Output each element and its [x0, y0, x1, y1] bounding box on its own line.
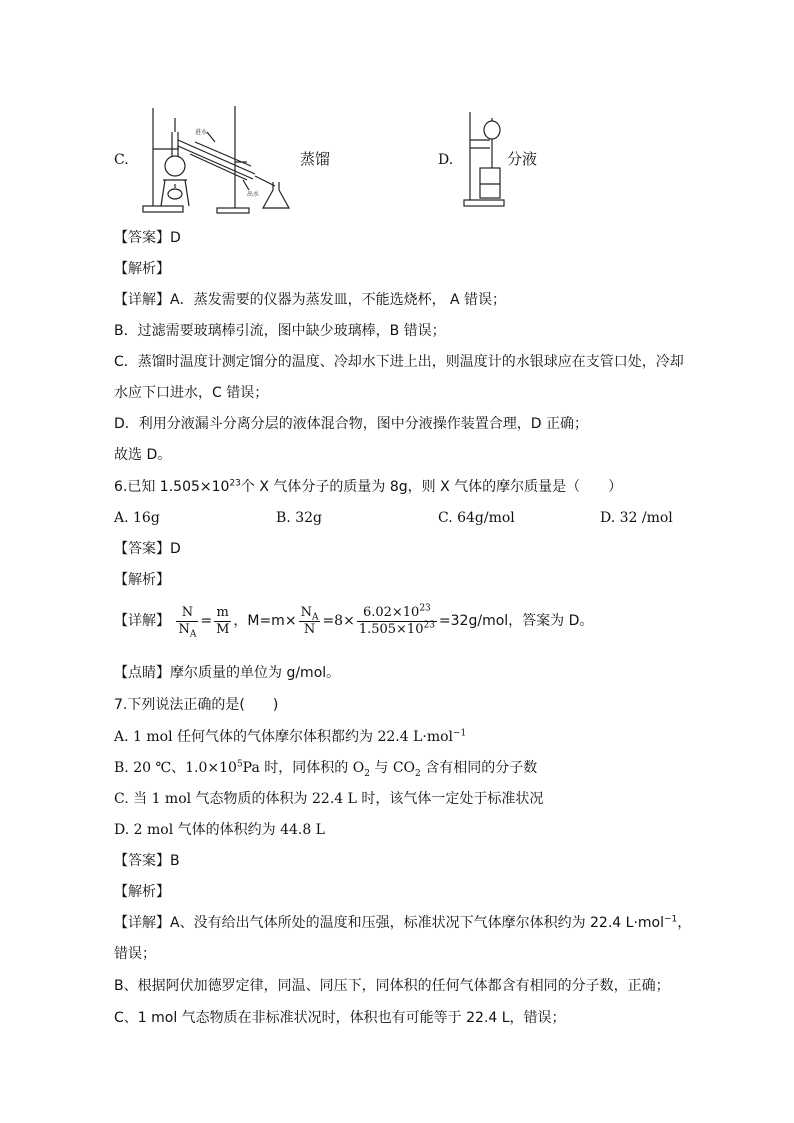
- q7-option-a-text: A. 1 mol 任何气体的气体摩尔体积都约为 22.4 L·mol: [114, 729, 454, 745]
- q6-option-d: D. 32 /mol: [600, 510, 673, 526]
- answer-tag: 【答案】: [114, 230, 170, 246]
- q7-stem: 7.下列说法正确的是( ): [114, 697, 279, 713]
- denominator: 1.505×10: [358, 621, 424, 637]
- separatory-funnel-apparatus-figure: [460, 110, 508, 208]
- q6-point: 【点睛】摩尔质量的单位为 g/mol。: [114, 665, 341, 681]
- q6-detail-formula: [114, 604, 593, 638]
- numerator: 6.02×10: [362, 604, 420, 620]
- q6-stem-exp: 23: [229, 478, 241, 489]
- q7-analysis-tag: 【解析】: [114, 884, 170, 900]
- q7-detail-a2: 错误；: [114, 946, 156, 962]
- q7-option-b-mid1: Pa 时，同体积的 O: [242, 760, 365, 776]
- q7-detail-a-post: ，: [677, 915, 692, 931]
- distillation-label: 蒸馏: [300, 150, 331, 168]
- q5-conclusion: 故选 D。: [114, 447, 172, 463]
- subscript: A: [189, 629, 197, 640]
- q5-detail-b: B．过滤需要玻璃棒引流，图中缺少玻璃棒，B 错误；: [114, 323, 446, 339]
- exponent: −1: [664, 914, 678, 925]
- q6-stem-post: 个 X 气体分子的质量为 8g，则 X 气体的摩尔质量是（ ）: [240, 479, 623, 495]
- q7-option-b-pre: B. 20 ℃、1.0×10: [114, 760, 237, 776]
- water-outlet-label: 出水: [247, 191, 260, 198]
- q6-option-c: C. 64g/mol: [438, 510, 515, 526]
- water-inlet-label: 进水: [195, 129, 208, 136]
- denominator: N: [303, 621, 316, 637]
- fraction-avogadro: [357, 605, 437, 638]
- q7-answer: [114, 851, 180, 871]
- equals-sign: =: [200, 613, 213, 629]
- formula-result: =32g/mol，答案为 D。: [438, 613, 594, 629]
- q6-analysis-tag: 【解析】: [114, 572, 170, 588]
- option-d-letter: D.: [438, 152, 454, 168]
- exponent: 23: [423, 620, 435, 631]
- exponent: 23: [419, 603, 431, 614]
- numerator: N: [176, 605, 198, 622]
- subscript: A: [311, 612, 319, 623]
- q5-detail-a: 【详解】A．蒸发需要的仪器为蒸发皿，不能选烧杯， A 错误；: [114, 292, 507, 308]
- subscript: 2: [364, 768, 370, 779]
- answer-value: D: [170, 541, 181, 557]
- q5-detail-d: D．利用分液漏斗分离分层的液体混合物，图中分液操作装置合理，D 正确；: [114, 416, 589, 432]
- answer-value: B: [170, 853, 180, 869]
- subscript: 2: [415, 768, 421, 779]
- numerator: m: [214, 605, 231, 622]
- q5-answer: [114, 228, 181, 248]
- q5-detail-c2: 水应下口进水，C 错误；: [114, 385, 269, 401]
- q6-stem: [114, 477, 622, 497]
- answer-tag: 【答案】: [114, 541, 170, 557]
- formula-mid: ，M=m×: [233, 613, 297, 629]
- answer-value: D: [170, 230, 181, 246]
- fraction-n-over-na: [176, 605, 198, 638]
- q7-detail-a-text: 【详解】A、没有给出气体所处的温度和压强，标准状况下气体摩尔体积约为 22.4 L·mol: [114, 915, 664, 931]
- formula-eq8: =8×: [322, 613, 355, 629]
- denominator: N: [178, 621, 190, 637]
- q7-option-b-post: 含有相同的分子数: [420, 760, 538, 776]
- q7-option-b: [114, 758, 537, 778]
- q7-option-c: C. 当 1 mol 气态物质的体积为 22.4 L 时，该气体一定处于标准状况: [114, 791, 544, 807]
- q7-detail-b: B、根据阿伏加德罗定律，同温、同压下，同体积的任何气体都含有相同的分子数，正确；: [114, 978, 670, 994]
- q5-detail-c1: C．蒸馏时温度计测定馏分的温度、冷却水下进上出，则温度计的水银球应在支管口处，冷却: [114, 354, 684, 370]
- option-c-letter: C.: [114, 152, 129, 168]
- denominator: M: [216, 621, 230, 637]
- separation-label: 分液: [507, 150, 538, 168]
- fraction-m-over-M: [214, 605, 231, 638]
- q6-option-b: B. 32g: [276, 510, 322, 526]
- q6-stem-pre: 6.已知 1.505×10: [114, 479, 230, 495]
- distillation-apparatus-figure: [135, 104, 295, 216]
- q6-answer: [114, 539, 181, 559]
- q6-option-a: A. 16g: [114, 510, 160, 526]
- q7-option-a: [114, 727, 466, 747]
- q7-detail-c: C、1 mol 气态物质在非标准状况时，体积也有可能等于 22.4 L，错误；: [114, 1010, 566, 1026]
- numerator: N: [300, 604, 312, 620]
- q7-option-b-mid2: 与 CO: [369, 760, 416, 776]
- fraction-na-over-n: [299, 605, 321, 638]
- detail-tag: 【详解】: [114, 613, 170, 629]
- q7-option-d: D. 2 mol 气体的体积约为 44.8 L: [114, 822, 325, 838]
- exponent: 5: [236, 759, 243, 770]
- exponent: −1: [453, 728, 467, 739]
- answer-tag: 【答案】: [114, 853, 170, 869]
- q7-detail-a: [114, 913, 691, 933]
- q5-analysis-tag: 【解析】: [114, 261, 170, 277]
